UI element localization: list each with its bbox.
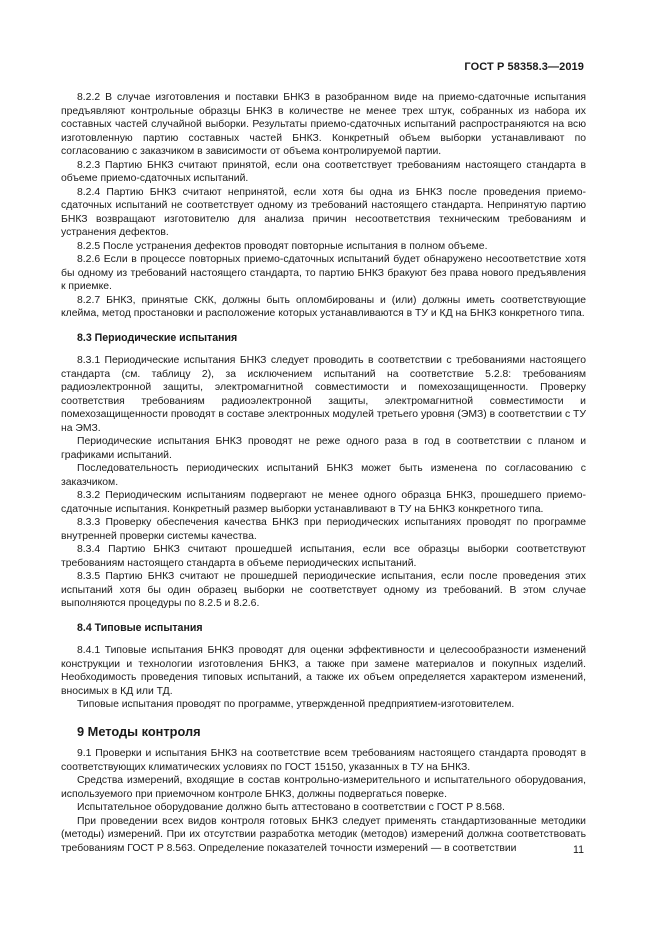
paragraph: Средства измерений, входящие в состав контрольно-измерительного и испытательного оборудования, используемого при приемочном контроле БНКЗ, должны подвергаться поверке. [61,775,586,800]
paragraph: Типовые испытания проводят по программе, утвержденной предприятием-изготовителем. [77,699,515,710]
paragraph: 8.4.1 Типовые испытания БНКЗ проводят для оценки эффективности и целесообразности изменений конструкции и технологии изготовления БНКЗ, а также при замене материалов и покупных изделий. Необходимость проведения типовых испытаний, а также их объем определяется характером изменений, вносимых в КД или ТД. [61,645,586,697]
paragraph: Периодические испытания БНКЗ проводят не реже одного раза в год в соответствии с планом и графиками испытаний. [61,436,586,461]
subsection-heading: 8.4 Типовые испытания [77,621,203,634]
document-body [61,91,586,855]
page-number: 11 [573,844,584,856]
paragraph: 9.1 Проверки и испытания БНКЗ на соответствие всем требованиям настоящего стандарта проводят в соответствующих климатических условиях по ГОСТ 15150, указанных в ТУ на БНКЗ. [61,748,586,773]
paragraph: 8.2.6 Если в процессе повторных приемо-сдаточных испытаний будет обнаружено несоответствие хотя бы одному из требований настоящего стандарта, то партию БНКЗ бракуют без права нового предъявления к приемке. [61,254,586,292]
paragraph: 8.2.4 Партию БНКЗ считают непринятой, если хотя бы одна из БНКЗ после проведения приемо-сдаточных испытаний не соответствует одному из требований настоящего стандарта. Непринятую партию БНКЗ возвращают изготовителю для анализа причин несоответствия техническим требованиям и устранения дефектов. [61,186,586,238]
paragraph: 8.3.4 Партию БНКЗ считают прошедшей испытания, если все образцы выборки соответствуют требованиям настоящего стандарта в объеме периодических испытаний. [61,544,586,569]
paragraph: 8.3.3 Проверку обеспечения качества БНКЗ при периодических испытаниях проводят по программе внутренней проверки системы качества. [61,517,586,542]
subsection-heading: 8.3 Периодические испытания [77,331,238,344]
paragraph: 8.2.2 В случае изготовления и поставки БНКЗ в разобранном виде на приемо-сдаточные испытания предъявляют контрольные образцы БНКЗ в количестве не менее трех штук, собранных из набора их составных частей случайной выборки. Результаты приемо-сдаточных испытаний распространяются на всю изготовленную партию составных частей БНКЗ. Конкретный объем выборки устанавливают по согласованию с заказчиком в зависимости от объема контролируемой партии. [61,92,586,157]
paragraph: 8.3.5 Партию БНКЗ считают не прошедшей периодические испытания, если после проведения этих испытаний хотя бы один образец выборки не соответствует одному из требований. В этом случае выполняются процедуры по 8.2.5 и 8.2.6. [61,571,586,609]
paragraph: Последовательность периодических испытаний БНКЗ может быть изменена по согласованию с заказчиком. [61,463,586,488]
paragraph: 8.3.1 Периодические испытания БНКЗ следует проводить в соответствии с требованиями настоящего стандарта (см. таблицу 2), за исключением испытаний на соответствие 5.2.8: требованиям радиоэлектронной защиты, электромагнитной совместимости и помехозащищенности. Проверку соответствия требованиям радиоэлектронной защиты, электромагнитной совместимости и помехозащищенности проводят в составе электронных модулей третьего уровня (ЭМЗ) в соответствии с ТУ на ЭМЗ. [61,355,586,434]
paragraph: 8.3.2 Периодическим испытаниям подвергают не менее одного образца БНКЗ, прошедшего приемо-сдаточные испытания. Конкретный размер выборки устанавливают в ТУ на БНКЗ конкретного типа. [61,490,586,515]
paragraph: Испытательное оборудование должно быть аттестовано в соответствии с ГОСТ Р 8.568. [77,802,505,813]
paragraph: При проведении всех видов контроля готовых БНКЗ следует применять стандартизованные методики (методы) измерений. При их отсутствии разработка методик (методов) измерений должна соответствовать требованиям ГОСТ Р 8.563. Определение показателей точности измерений — в соответствии [61,815,586,854]
standard-id: ГОСТ Р 58358.3—2019 [464,61,584,73]
paragraph: 8.2.5 После устранения дефектов проводят повторные испытания в полном объеме. [77,240,488,252]
paragraph: 8.2.7 БНКЗ, принятые СКК, должны быть опломбированы и (или) должны иметь соответствующие клейма, метод простановки и расположение которых устанавливаются в ТУ и КД на БНКЗ конкретного типа. [61,294,586,319]
section-heading: 9 Методы контроля [77,723,201,739]
paragraph: 8.2.3 Партию БНКЗ считают принятой, если она соответствует требованиям настоящего стандарта в объеме приемо-сдаточных испытаний. [61,159,586,184]
